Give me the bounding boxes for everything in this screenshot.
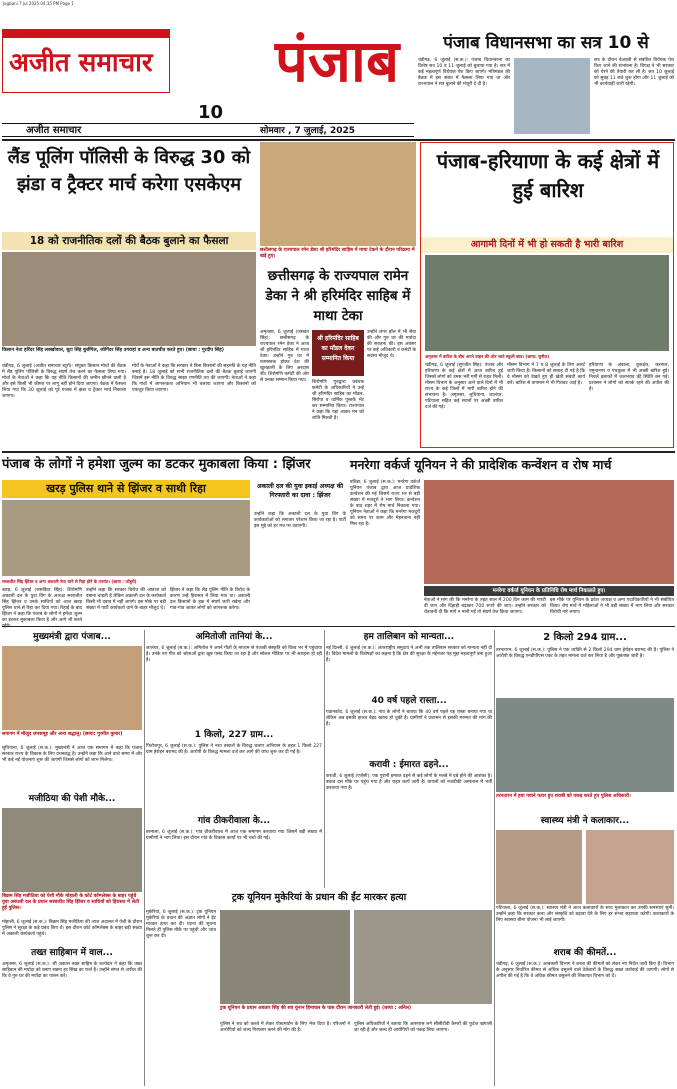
- story-text: फिरोजपुर, 6 जुलाई (स.क.): पुलिस ने नशा तस्करों के विरुद्ध चलाए अभियान के तहत 1 किलो 227 ग्राम हेरोइन बरामद की है। आरोपी के विरुद्ध मामला दर्ज कर आगे की जांच शुरू कर दी गई है।: [146, 744, 322, 755]
- headline: पंजाब विधानसभा का सत्र 10 से: [443, 33, 649, 53]
- headline: मनरेगा वर्कर्ज यूनियन ने की प्रादेशिक कन्वेंशन व रोष मार्च: [350, 457, 612, 472]
- banner: खरड़ पुलिस थाने से झिंजर व साथी रिहा: [46, 482, 206, 495]
- story-village: [146, 814, 322, 888]
- masthead-bottom-bar: [2, 123, 414, 137]
- story-takht: [2, 946, 142, 1086]
- side-title: अकाली दल की युवा इकाई अध्यक्ष की गिरफ्तारी का दावा : झिंजर: [256, 483, 344, 499]
- story-building-collapse: [326, 758, 492, 888]
- inset-title: श्री हरिमंदिर साहिब का मॉडल देकर सम्मानित किया: [317, 335, 359, 362]
- subhead-bar: [2, 232, 256, 250]
- divider: [2, 451, 675, 453]
- artist-photo: [586, 830, 674, 904]
- headline: पंजाब-हरियाणा के कई क्षेत्रों में हुई बारिश: [436, 149, 660, 202]
- jhinjar-release-photo: [2, 500, 250, 576]
- story-text-col3: हरियाणा के अंबाला, कुरुक्षेत्र, करनाल, यमुनानगर व पंचकूला में भी अच्छी बारिश हुई। निचले इलाकों में जलभराव की स्थिति बन गई। प्रशासन ने लोगों को सतर्क रहने की अपील की है।: [589, 363, 669, 392]
- story-text-col2: मोर्चे के नेताओं ने कहा कि सरकार ने बिना किसानों की सहमति के यह नीति बनाई है। 18 जुलाई को सभी राजनीतिक दलों की बैठक बुलाई जाएगी जिसमें इस नीति के विरुद्ध साझा रणनीति तय की जाएगी। नेताओं ने कहा कि गांवों में जागरूकता अभियान भी चलाया जाएगा और किसानों को एकजुट किया जाएगा।: [132, 364, 256, 393]
- truck-union-photo-right: [354, 910, 492, 1004]
- story-text: बरनाला, 6 जुलाई (स.क.): गांव ठीकरीवाला में आज एक समागम करवाया गया जिसमें बड़ी संख्या में ग्रामीणों ने भाग लिया। इस दौरान गांव के विकास कार्यों पर भी चर्चा की गई।: [146, 830, 322, 841]
- story-text: जालंधर, 6 जुलाई (स.क.): अमितोज ने अपने गीतों के माध्यम से पंजाबी संस्कृति को विश्व भर में पहुंचाया है। उनके नए गीत को श्रोताओं द्वारा खूब पसंद किया जा रहा है और सोशल मीडिया पर भी सराहना हो रही है।: [146, 646, 322, 663]
- story-land-pooling: [2, 142, 256, 448]
- story-jhinjar: [2, 454, 346, 624]
- photo-caption: ट्रक यूनियन के प्रधान अवतार सिंह की शव युनान हिमाचल के पास दौरान जानकारी लेती हुई। (छाया : अनिल): [220, 1006, 412, 1011]
- story-truck-union: [146, 890, 492, 1086]
- story-rain: [420, 142, 674, 448]
- story-text: लुधियाना, 6 जुलाई (स.क.): मुख्यमंत्री ने आज एक समागम में कहा कि पंजाब सरकार राज्य के विकास के लिए वचनबद्ध है। उन्होंने कहा कि आने वाले समय में और भी कई नई योजनाएं शुरू की जाएंगी जिससे लोगों को लाभ मिलेगा।: [2, 746, 142, 763]
- rain-photo: [425, 255, 669, 351]
- story-text-col1: अमृतसर, 6 जुलाई (जसवंत सिंह): छत्तीसगढ़ के राज्यपाल रमेन डेका ने आज श्री हरिमंदिर साहिब में माथा टेका। उन्होंने गुरु घर में नतमस्तक होकर देश की खुशहाली के लिए अरदास की। शिरोमणि कमेटी की ओर से उनका सम्मान किया गया।: [260, 330, 309, 383]
- story-text: मोहाली, 6 जुलाई (स.क.): बिक्रम सिंह मजीठिया की आज अदालत में पेशी के दौरान पुलिस ने सुरक्षा के कड़े प्रबंध किए थे। इस दौरान कोर्ट कॉम्प्लेक्स के बाहर बड़ी संख्या में अकाली कार्यकर्ता पहुंचे।: [2, 920, 142, 937]
- photo-caption: छत्तीसगढ़ के राज्यपाल रमेन डेका श्री हरिमंदिर साहिब में माथा टेकने के दौरान परिक्रमा में खड़े हुए।: [260, 248, 415, 259]
- gathering-photo: [2, 646, 142, 730]
- assembly-building-photo: [514, 58, 590, 134]
- story-heroin-2kg: [496, 630, 674, 812]
- photo-caption: अमृतसर में बारिश के बीच अपने वाहन की ओर जाते स्कूली छात्र। (छाया: सुनील): [425, 354, 550, 359]
- story-governor-visit: [260, 142, 416, 448]
- story-text: चंडीगढ़, 6 जुलाई (स.क.): आबकारी विभाग ने शराब की कीमतों को लेकर नए निर्देश जारी किए हैं। विभाग के अनुसार निर्धारित कीमत से अधिक वसूलने वाले ठेकेदारों के विरुद्ध सख्त कार्रवाई की जाएगी। लोगों से अपील की गई है कि वे अधिक कीमत वसूलने की शिकायत विभाग को दें।: [496, 962, 674, 979]
- story-text-col2: नेताओं ने मांग की कि मनरेगा के तहत साल में 200 दिन काम की गारंटी दी जाए और दिहाड़ी बढ़ाकर 700 रुपये की जाए। उन्होंने सरकार को चेतावनी दी कि मांगें न मानी गईं तो संघर्ष तेज किया जाएगा।: [424, 598, 546, 615]
- column-rule: [144, 630, 145, 1086]
- headline: 40 वर्ष पहले रास्ता...: [371, 696, 447, 706]
- column-rule: [494, 630, 495, 1086]
- headline: मुख्यमंत्री द्वारा पंजाब...: [33, 632, 111, 642]
- photo-caption: मनरेगा वर्कर्ज यूनियन के प्रतिनिधि रोष मार्च निकालते हुए।: [492, 588, 606, 594]
- truck-union-photo-left: [220, 910, 350, 1004]
- caption-bar: [424, 586, 674, 596]
- headline: लैंड पूलिंग पॉलिसी के विरुद्ध 30 को झंडा व ट्रैक्टर मार्च करेगा एसकेएम: [7, 147, 251, 195]
- story-assembly-session: [418, 32, 674, 137]
- minister-photo: [496, 830, 582, 904]
- photo-caption: किसान नेता हरिंदर सिंह लक्खोवाल, बूटा सिंह बुर्जगिल, जोगिंदर सिंह उगराहां व अन्य बातचीत करते हुए। (छाया : गुरदीप सिंह): [2, 348, 224, 353]
- story-text-col2: उन्होंने कहा कि सरकार विरोध की आवाज को दबाना चाहती है लेकिन अकाली दल के कार्यकर्ता किसी भी दबाव में नहीं आएंगे। इस मौके पर बड़ी संख्या में पार्टी कार्यकर्ता थाने के बाहर मौजूद थे।: [86, 588, 166, 611]
- story-text-col2: मौसम विभाग ने 7 व 8 जुलाई के लिए अलर्ट जारी किया है। किसानों को सलाह दी गई है कि वे मौसम को देखते हुए ही खेती संबंधी कार्य करें। बारिश से तापमान में भी गिरावट आई है।: [507, 363, 585, 386]
- governor-photo: [260, 142, 416, 246]
- story-road: [326, 694, 492, 756]
- story-text-col2: सत्र के दौरान बेअदबी से संबंधित विधेयक पेश किए जाने की संभावना है। विपक्ष ने भी सरकार को घेरने की तैयारी कर ली है। सत्र 10 जुलाई को सुबह 11 बजे शुरू होगा और 11 जुलाई को भी कार्यवाही जारी रहेगी।: [594, 58, 674, 87]
- story-text-col1: खरड़, 6 जुलाई (जसविंदर सिंह): शिरोमणि अकाली दल के युवा विंग के अध्यक्ष सरबजीत सिंह झिंजर व उनके साथियों को आज खरड़ पुलिस थाने से रिहा कर दिया गया। रिहाई के बाद झिंजर ने कहा कि पंजाब के लोगों ने हमेशा जुल्म का डटकर मुकाबला किया है और आगे भी करते: [2, 588, 82, 623]
- police-photo: [496, 698, 674, 792]
- story-text-col1: बठिंडा, 6 जुलाई (स.क.): मनरेगा वर्कर्ज यूनियन पंजाब द्वारा आज प्रादेशिक कन्वेंशन की गई जिसमें राज्य भर से बड़ी संख्या में मजदूरों ने भाग लिया। कन्वेंशन के बाद शहर में रोष मार्च निकाला गया। यूनियन नेताओं ने कहा कि मनरेगा मजदूरों को समय पर काम और मेहनताना नहीं मिल रहा है।: [350, 480, 420, 527]
- story-text-col2: पुलिस ने शव को कब्जे में लेकर पोस्टमार्टम के लिए भेज दिया है। परिजनों ने आरोपियों को जल्द गिरफ्तार करने की मांग की है।: [220, 1022, 350, 1033]
- photo-caption: बिक्रम सिंह मजीठिया को पेशी मौके मोहाली के कोर्ट कॉम्प्लेक्स के बाहर पहुंचे युवा अकाली दल के प्रधान सरबजीत सिंह झिंजर व साथियों को हिरासत में लेती हुई पुलिस।: [2, 894, 139, 911]
- banner-bar: [2, 480, 250, 498]
- story-text: अमृतसर, 6 जुलाई (स.क.): श्री अकाल तख्त साहिब के जत्थेदार ने कहा कि तख्त साहिबान की मर्यादा को बनाए रखना हर सिख का फर्ज है। उन्होंने संगत से अपील की कि वे गुरु घर की मर्यादा का पालन करें।: [2, 962, 142, 979]
- story-health-minister: [496, 814, 674, 944]
- masthead: [2, 9, 414, 137]
- story-text-col2: शिरोमणि गुरुद्वारा प्रबंधक कमेटी के अधिकारियों ने उन्हें श्री हरिमंदिर साहिब का मॉडल, सिरोपा व धार्मिक पुस्तकें भेंट कर सम्मानित किया। राज्यपाल ने कहा कि यहां आकर मन को शांति मिलती है।: [312, 380, 364, 421]
- brand-box: [2, 29, 170, 93]
- story-cm: [2, 630, 142, 790]
- subhead-bar: [421, 237, 673, 253]
- headline: शराब की कीमतें...: [553, 948, 617, 958]
- headline: 2 किलो 294 ग्राम...: [543, 632, 627, 643]
- story-text: पठानकोट, 6 जुलाई (स.क.): गांव के लोगों ने बताया कि 40 वर्ष पहले यह रास्ता बनाया गया था लेकिन अब इसकी हालत बेहद खराब हो चुकी है। ग्रामीणों ने प्रशासन से इसकी मरम्मत की मांग की है।: [326, 710, 492, 727]
- story-text: पटियाला, 6 जुलाई (स.क.): स्वास्थ्य मंत्री ने आज कलाकारों के साथ मुलाकात कर उनकी समस्याएं सुनीं। उन्होंने कहा कि सरकार कला और संस्कृति को बढ़ावा देने के लिए हर संभव सहायता करेगी। कलाकारों के लिए स्वास्थ्य बीमा योजना भी लाई जाएगी।: [496, 906, 674, 923]
- story-liquor-prices: [496, 946, 674, 1086]
- masthead-brand: अजीत समाचार: [9, 48, 153, 78]
- divider: [2, 626, 675, 627]
- headline: स्वास्थ्य मंत्री ने कलाकार...: [540, 816, 630, 826]
- story-majithia: [2, 792, 142, 944]
- story-text: करावी, 6 जुलाई (एजेंसी): एक पुरानी इमारत ढहने से कई लोगों के मलबे में दबे होने की आशंका है। बचाव दल मौके पर पहुंच गया है और राहत कार्य जारी है। घायलों को नजदीकी अस्पताल में भर्ती करवाया गया है।: [326, 774, 492, 791]
- story-text-col1: चंडीगढ़, 6 जुलाई (सुरजीत सिंह): पंजाब और हरियाणा के कई क्षेत्रों में आज बारिश हुई जिससे लोगों को उमस भरी गर्मी से राहत मिली। मौसम विभाग के अनुसार आने वाले दिनों में भी राज्य के कई जिलों में भारी बारिश होने की संभावना है। अमृतसर, लुधियाना, जालंधर, पटियाला सहित कई स्थानों पर अच्छी बारिश दर्ज की गई।: [425, 363, 503, 410]
- print-info-line: Jagbani 7 jul 2025 04:35 PM Page 1: [3, 1, 74, 6]
- brand-small: अजीत समाचार: [26, 125, 82, 136]
- page-number: 10: [198, 102, 224, 123]
- police-detain-photo: [2, 808, 142, 892]
- story-text-col3: पुलिस अधिकारियों ने बताया कि आसपास लगे सीसीटीवी कैमरों की फुटेज खंगाली जा रही है और जल्द ही आरोपियों को पकड़ लिया जाएगा।: [354, 1022, 492, 1033]
- story-text-col3: इस मौके पर यूनियन के प्रदेश अध्यक्ष व अन्य पदाधिकारियों ने भी संबोधित किया। रोष मार्च में महिलाओं ने भी बड़ी संख्या में भाग लिया और सरकार विरोधी नारे लगाए।: [550, 598, 674, 615]
- headline: ट्रक यूनियन मुकेरियां के प्रधान की ईंट मारकर हत्या: [231, 892, 407, 903]
- masthead-section-title: पंजाब: [274, 27, 400, 95]
- subhead: आगामी दिनों में भी हो सकती है भारी बारिश: [470, 239, 624, 250]
- story-heroin-1kg: [146, 728, 322, 812]
- headline: छत्तीसगढ़ के राज्यपाल रामेन डेका ने श्री हरिमंदिर साहिब में माथा टेका: [265, 268, 411, 324]
- photo-caption: सरबजीत सिंह झिंजर व अन्य अकाली नेता थाने से रिहा होने के उपरांत। (छाया : जोहुरी): [2, 579, 137, 584]
- divider: [2, 139, 675, 141]
- headline: 1 किलो, 227 ग्राम...: [194, 730, 274, 740]
- issue-date: सोमवार , 7 जुलाई, 2025: [260, 126, 356, 136]
- side-text: उन्होंने कहा कि अकाली दल के युवा विंग के कार्यकर्ताओं को लगातार परेशान किया जा रहा है। पार्टी इस मुद्दे को हर मंच पर उठाएगी।: [254, 512, 346, 529]
- headline: हम तालिबान को मान्यता...: [363, 632, 455, 642]
- story-mgnrega: [350, 454, 674, 624]
- inset-box: [312, 330, 364, 376]
- headline: तख्त साहिबान में वाल...: [31, 948, 113, 958]
- farmers-meeting-photo: [2, 252, 256, 346]
- protest-march-photo: [424, 480, 674, 584]
- photo-caption: समागम में मौजूद जनसमूह और अन्य श्रद्धालु। (छाया: गुरमीत कुमार): [2, 732, 123, 737]
- brand-strip: [3, 30, 169, 38]
- story-text-col1: चंडीगढ़, 6 जुलाई (अजीत समाचार ब्यूरो): संयुक्त किसान मोर्चा की बैठक में लैंड पूलिंग पॉलिसी के विरुद्ध संघर्ष तेज करने का फैसला लिया गया। मोर्चा के नेताओं ने कहा कि यह नीति किसानों की जमीन छीनने वाली है और इसे किसी भी कीमत पर लागू नहीं होने दिया जाएगा। बैठक में फैसला लिया गया कि 30 जुलाई को पूरे पंजाब में झंडा व ट्रैक्टर मार्च निकाला जाएगा।: [2, 364, 126, 399]
- headline: मजीठिया की पेशी मौके...: [28, 794, 116, 804]
- story-amitoj: [146, 630, 322, 726]
- headline: गांव ठीकरीवाला के...: [197, 816, 271, 826]
- headline: अमितोजी तानियां के...: [195, 632, 273, 642]
- story-text-col3: उन्होंने लंगर हॉल में भी सेवा की और गुरु घर की मर्यादा की सराहना की। इस अवसर पर कई अधिकारी व कमेटी के सदस्य मौजूद थे।: [367, 330, 416, 359]
- story-text-col1: मुकेरियां, 6 जुलाई (स.क.): ट्रक यूनियन मुकेरियां के प्रधान की अज्ञात लोगों ने ईंट मारकर हत्या कर दी। घटना की सूचना मिलते ही पुलिस मौके पर पहुंची और जांच शुरू कर दी।: [146, 910, 216, 939]
- story-text: नई दिल्ली, 6 जुलाई (स.क.): अंतरराष्ट्रीय समुदाय ने अभी तक तालिबान सरकार को मान्यता नहीं दी है। विदेश मामलों के विशेषज्ञों का कहना है कि क्षेत्र की सुरक्षा के मद्देनजर यह मुद्दा महत्वपूर्ण बना हुआ है।: [326, 646, 492, 663]
- column-rule: [324, 630, 325, 888]
- headline: करावी : ईमारत ढहने...: [369, 760, 449, 770]
- story-text-col3: झिंजर ने कहा कि लैंड पूलिंग नीति के विरोध के कारण उन्हें हिरासत में लिया गया था। अकाली दल किसानों के हक में संघर्ष जारी रखेगा और गांव-गांव जाकर लोगों को जागरूक करेगा।: [170, 588, 250, 611]
- subhead: 18 को राजनीतिक दलों की बैठक बुलाने का फैसला: [29, 235, 229, 247]
- story-taliban: [326, 630, 492, 692]
- photo-caption: तरनतारन में हवा गवाने फरार हुए शराबी को पकड़ करते हुए पुलिस अधिकारी।: [496, 794, 631, 799]
- headline: पंजाब के लोगों ने हमेशा जुल्म का डटकर मुकाबला किया : झिंजर: [2, 457, 311, 472]
- story-text: तरनतारन, 6 जुलाई (स.क.): पुलिस ने एक व्यक्ति से 2 किलो 294 ग्राम हेरोइन बरामद की है। पुलिस ने आरोपी के विरुद्ध एनडीपीएस एक्ट के तहत मामला दर्ज कर लिया है और पूछताछ जारी है।: [496, 648, 674, 659]
- story-text-col1: चंडीगढ़, 6 जुलाई (स.क.): पंजाब विधानसभा का विशेष सत्र 10 व 11 जुलाई को बुलाया गया है। सत्र में कई महत्वपूर्ण विधेयक पेश किए जाएंगे। मंत्रिमंडल की बैठक में इस संबंध में फैसला लिया गया था और राज्यपाल ने सत्र बुलाने की मंजूरी दे दी है।: [418, 58, 510, 87]
